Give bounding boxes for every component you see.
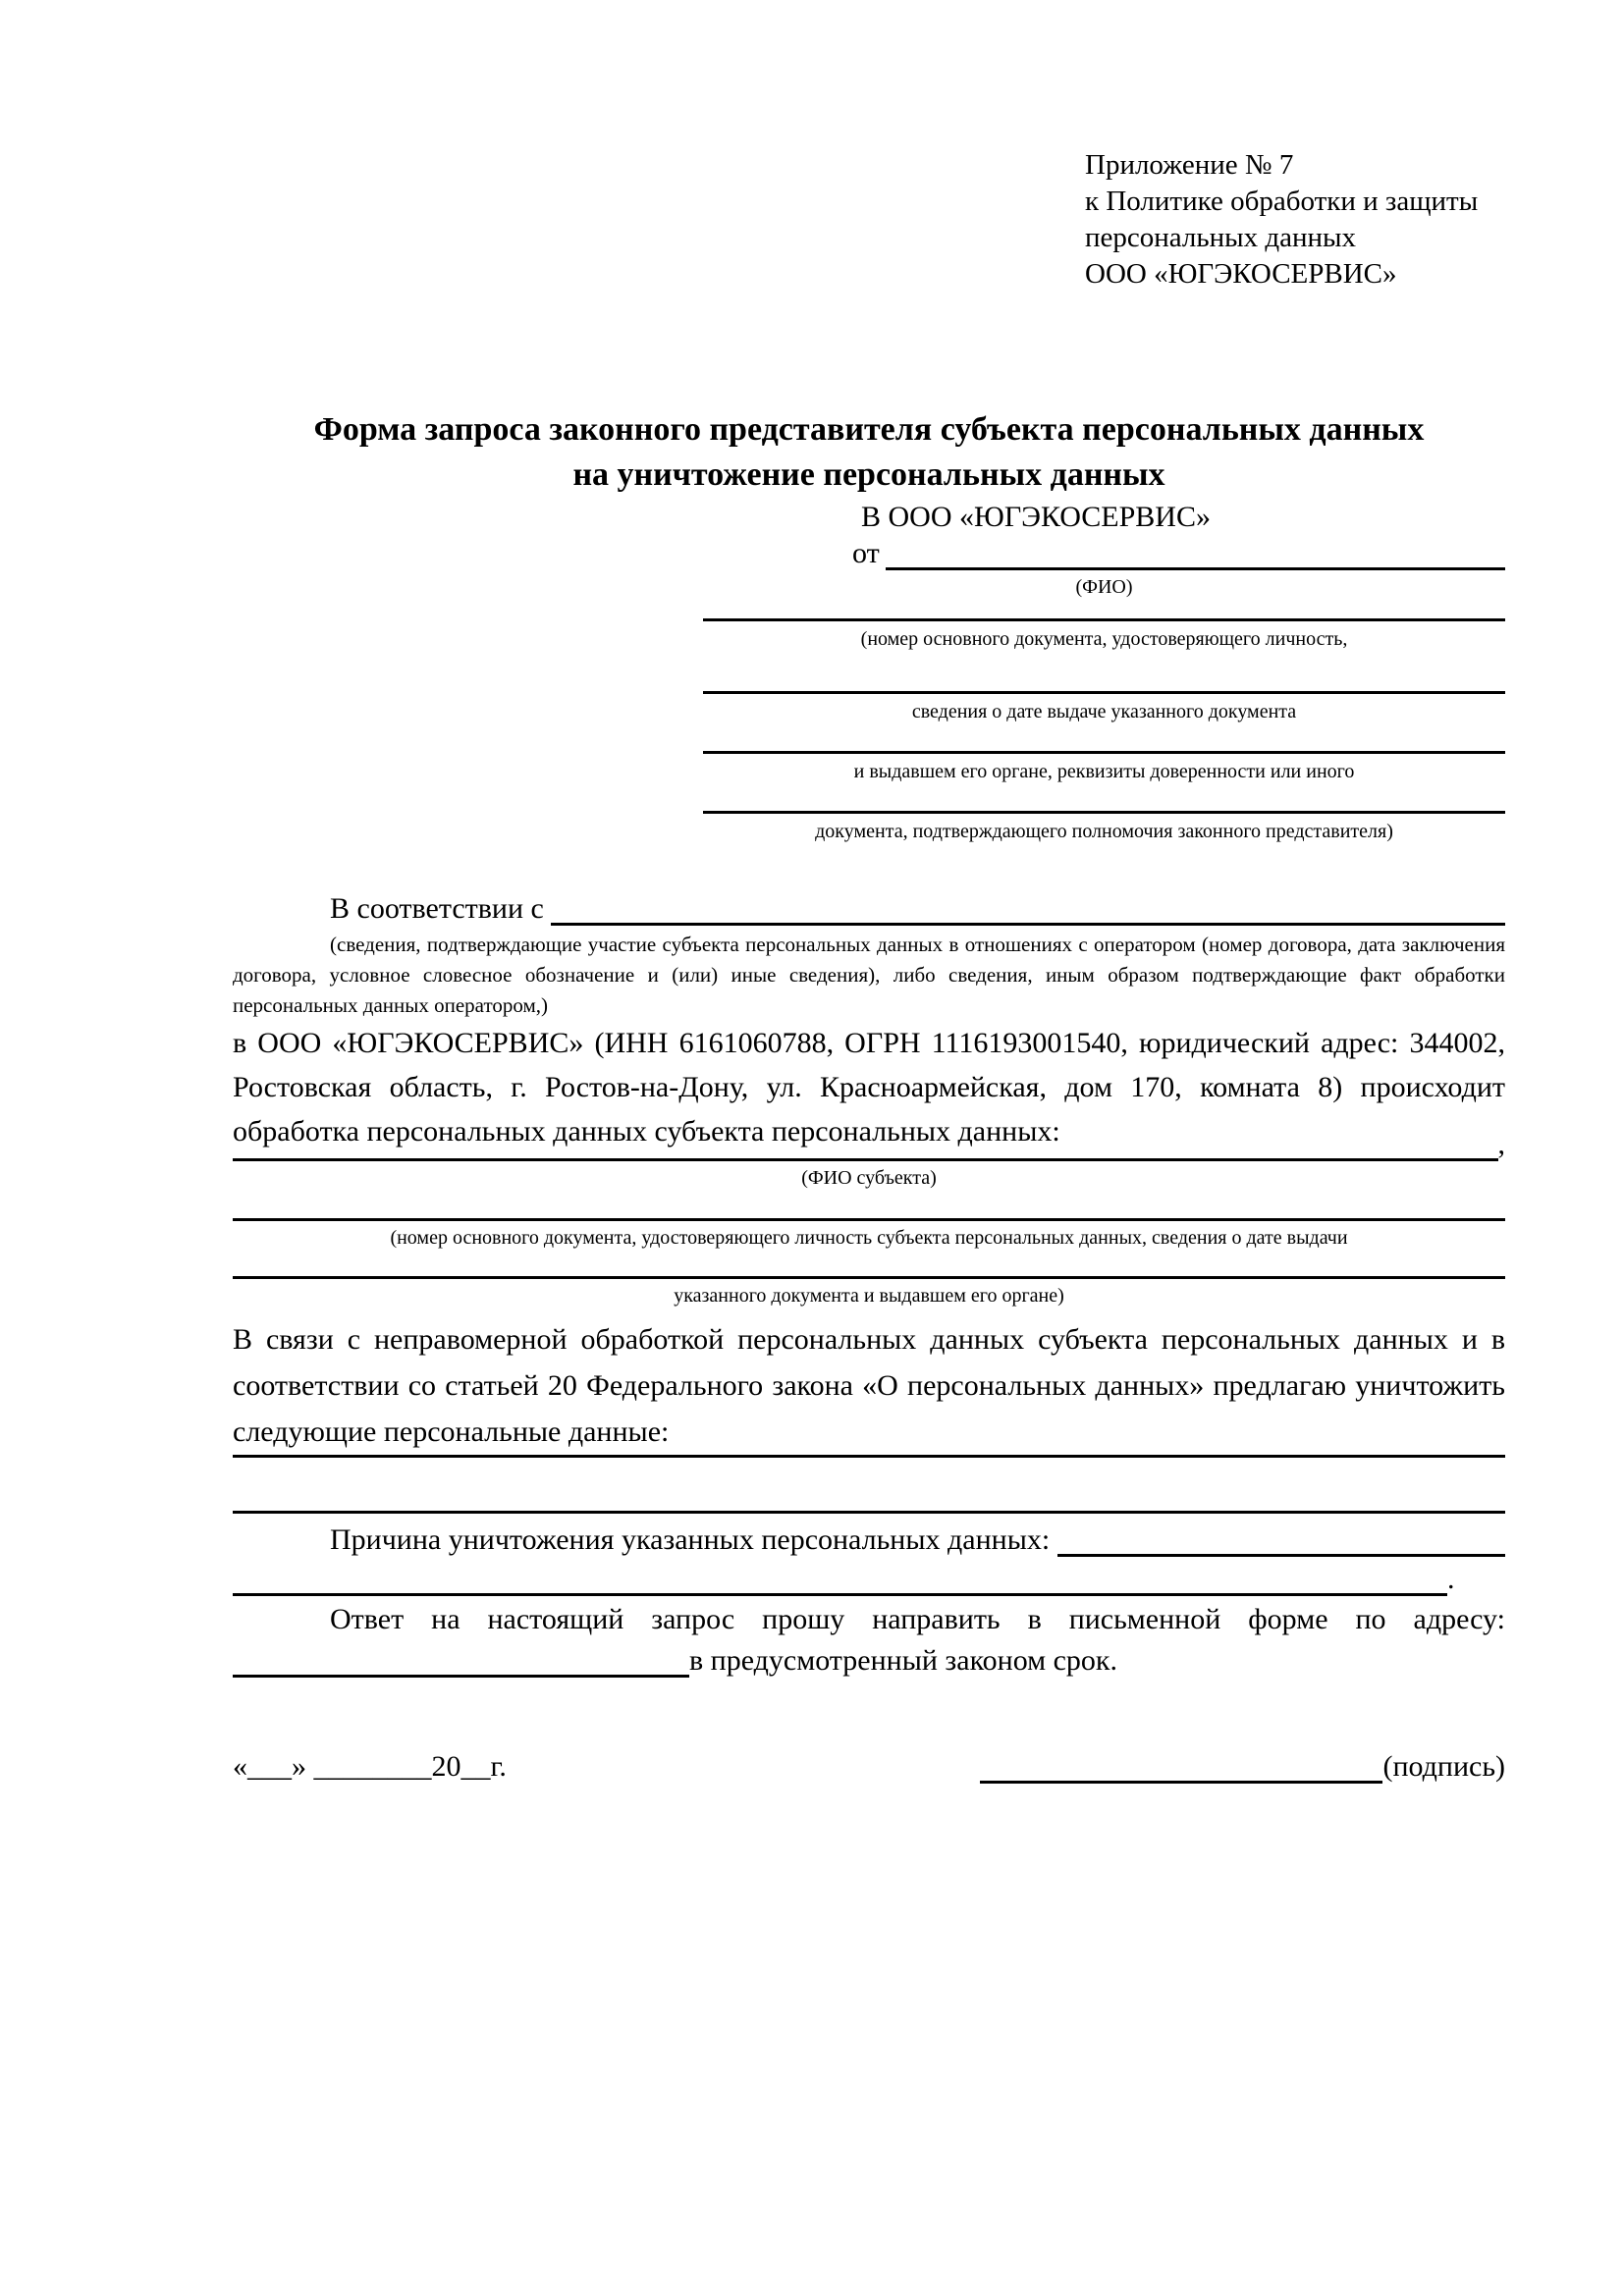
from-label: от: [852, 537, 880, 569]
appendix-line: Приложение № 7: [1085, 149, 1294, 181]
blank-line-representative-doc: [703, 691, 1505, 694]
caption-signature: (подпись): [1382, 1750, 1505, 1783]
reason-continuation-row: [233, 1563, 1505, 1596]
reply-address-row: [233, 1642, 1505, 1678]
operator-paragraph: в ООО «ЮГЭКОСЕРВИС» (ИНН 6161060788, ОГРН 1116193001540, юридический адрес: 344002, Ростовская область, г. Ростов-на-Дону, ул. Красноармейская, дом 170, комната 8) происходит обработка персональных данных субъекта персональных данных:: [233, 1027, 1505, 1148]
caption-subject-fio: (ФИО субъекта): [801, 1167, 937, 1189]
blank-line-data-to-destroy: [233, 1455, 1505, 1458]
appendix-line: к Политике обработки и защиты: [1085, 186, 1479, 217]
blank-line-subject-doc: [233, 1276, 1505, 1279]
signature-blank-line: [980, 1781, 1382, 1784]
accordance-field-row: [233, 892, 1505, 926]
reason-label: Причина уничтожения указанных персональных данных:: [330, 1523, 1051, 1556]
document-content: [233, 0, 1505, 1784]
addressee-line: В ООО «ЮГЭКОСЕРВИС»: [861, 501, 1211, 533]
trailing-comma: ,: [1497, 1128, 1505, 1160]
caption-doc-issue-date: сведения о дате выдаче указанного документа: [911, 701, 1297, 722]
address-blank-line: [233, 1675, 689, 1678]
blank-line-representative-doc: [703, 811, 1505, 814]
reply-tail: в предусмотренный законом срок.: [689, 1644, 1117, 1677]
from-field-row: [852, 537, 1505, 570]
footer: [233, 1750, 1505, 1784]
reason-blank-line: [1057, 1554, 1505, 1557]
blank-line-representative-doc: [703, 618, 1505, 621]
from-blank-line: [886, 567, 1505, 570]
appendix-header: [1085, 147, 1505, 293]
signature-group: [980, 1750, 1505, 1784]
caption-subject-doc-authority: указанного документа и выдавшем его органе): [674, 1285, 1064, 1307]
caption-doc-number: (номер основного документа, удостоверяющего личность,: [860, 628, 1348, 650]
accordance-footnote: (сведения, подтверждающие участие субъекта персональных данных в отношениях с оператором (номер договора, дата заключения договора, условное словесное обозначение и (или) иные сведения), либо сведения, иным образом подтверждающие факт обработки персональных данных оператором,): [233, 933, 1505, 1017]
accordance-blank-line: [551, 923, 1505, 926]
blank-line-data-to-destroy: [233, 1511, 1505, 1514]
form-title-line: на уничтожение персональных данных: [572, 456, 1165, 493]
trailing-period: .: [1447, 1563, 1455, 1595]
caption-subject-doc-number: (номер основного документа, удостоверяющего личность субъекта персональных данных, сведения о дате выдачи: [390, 1227, 1348, 1249]
appendix-line: ООО «ЮГЭКОСЕРВИС»: [1085, 258, 1397, 290]
accordance-lead: В соответствии с: [330, 892, 544, 925]
reply-sentence: Ответ на настоящий запрос прошу направить в письменной форме по адресу:: [330, 1603, 1505, 1635]
caption-doc-powers: документа, подтверждающего полномочия законного представителя): [815, 821, 1393, 842]
caption-doc-authority: и выдавшем его органе, реквизиты доверенности или иного: [853, 761, 1355, 782]
blank-line-representative-doc: [703, 751, 1505, 754]
demand-paragraph: В связи с неправомерной обработкой персональных данных субъекта персональных данных и в соответствии со статьей 20 Федерального закона «О персональных данных» предлагаю уничтожить следующие персональные данные:: [233, 1323, 1505, 1448]
subject-fio-blank-line: [233, 1158, 1498, 1161]
date-blank: «___» ________20__г.: [233, 1750, 507, 1783]
reason-field-row: [233, 1523, 1505, 1557]
appendix-line: персональных данных: [1085, 222, 1357, 253]
form-title: [233, 407, 1505, 498]
caption-fio: (ФИО): [1075, 576, 1133, 598]
blank-line-subject-doc: [233, 1218, 1505, 1221]
form-title-line: Форма запроса законного представителя субъекта персональных данных: [313, 411, 1425, 448]
